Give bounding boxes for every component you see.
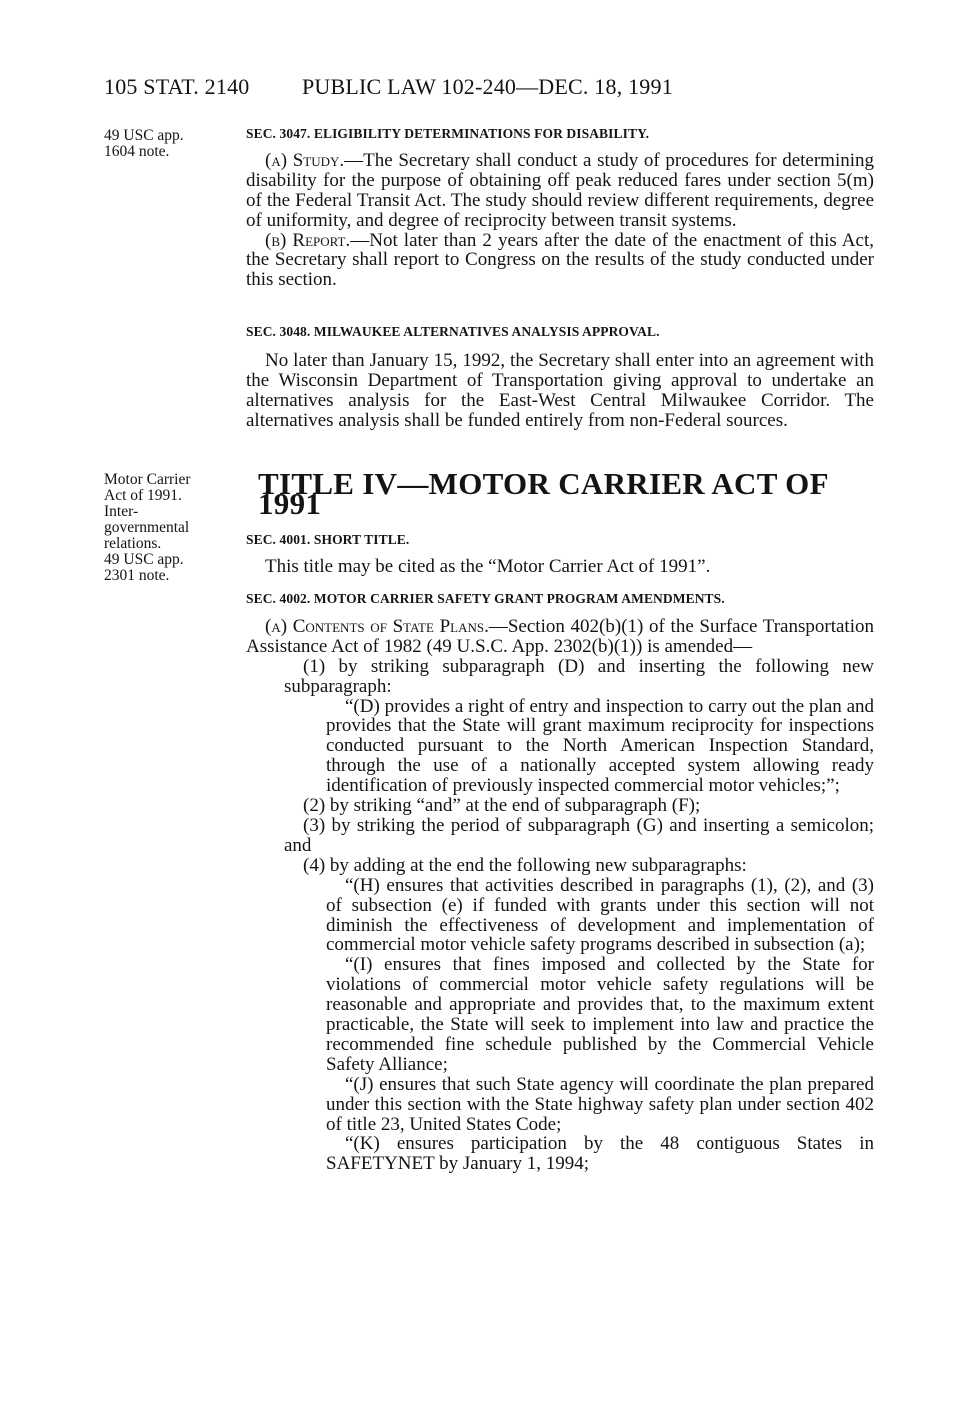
subparagraph-j: “(J) ensures that such State agency will coordinate the plan prepared under this section with the State highway safety plan under section 402 of title 23, United States Code; <box>326 1073 874 1135</box>
subsection-text: —The Secretary shall conduct a study of procedures for determining disability for the purpose of obtaining off peak reduced fares under section 5(m) of the Federal Transit Act. The study should review different requirements, degree of uniformity, and degree of reciprocity between transit systems. <box>246 149 875 231</box>
section-3047-a <box>246 151 874 231</box>
section-4002 <box>246 589 874 1174</box>
section-3047-b <box>246 231 874 291</box>
stat-page-number: 105 STAT. 2140 <box>104 74 250 99</box>
margin-note-2 <box>104 472 191 584</box>
margin-note-line: 49 USC app. <box>104 127 184 144</box>
title-iv <box>258 466 886 521</box>
margin-note-line: 1604 note. <box>104 143 170 160</box>
margin-note-line: Motor Carrier <box>104 471 191 488</box>
margin-note-1 <box>104 128 184 160</box>
section-heading: SEC. 3048. MILWAUKEE ALTERNATIVES ANALYSIS APPROVAL. <box>246 324 660 339</box>
margin-note-line: Act of 1991. <box>104 487 182 504</box>
margin-note-line: Inter- <box>104 503 139 520</box>
public-law-title: PUBLIC LAW 102-240—DEC. 18, 1991 <box>302 74 673 99</box>
subsection-text: —Section 402(b)(1) of the Surface Transportation Assistance Act of 1982 (49 U.S.C. App. 2302(b)(1)) is amended— <box>246 615 874 657</box>
subsection-label: (a) Contents of State Plans. <box>265 615 489 637</box>
section-4001-text: This title may be cited as the “Motor Carrier Act of 1991”. <box>265 555 711 577</box>
subsection-text: —Not later than 2 years after the date of the enactment of this Act, the Secretary shall report to Congress on the results of the study conducted under this section. <box>246 229 874 291</box>
subsection-label: (a) Study. <box>265 149 345 171</box>
amendment-item-2: (2) by striking “and” at the end of subparagraph (F); <box>303 795 701 817</box>
section-heading: SEC. 3047. ELIGIBILITY DETERMINATIONS FOR DISABILITY. <box>246 126 650 141</box>
subparagraph-i: “(I) ensures that fines imposed and collected by the State for violations of commercial motor vehicle safety regulations will be reasonable and appropriate and provides that, to the maximum extent practicable, the State will seek to implement into law and practice the recommended fine schedule published by the Commercial Vehicle Safety Alliance; <box>326 954 874 1075</box>
amendment-item-1: (1) by striking subparagraph (D) and inserting the following new subparagraph: <box>284 655 874 697</box>
subparagraph-k: “(K) ensures participation by the 48 contiguous States in SAFETYNET by January 1, 1994; <box>326 1133 874 1175</box>
page-header <box>104 74 904 104</box>
margin-note-line: governmental <box>104 519 190 536</box>
amendment-item-4: (4) by adding at the end the following new subparagraphs: <box>303 854 747 876</box>
title-heading: TITLE IV—MOTOR CARRIER ACT OF 1991 <box>258 466 828 521</box>
margin-note-line: 2301 note. <box>104 567 170 584</box>
margin-note-line: relations. <box>104 535 162 552</box>
section-heading: SEC. 4001. SHORT TITLE. <box>246 532 410 547</box>
subsection-label: (b) Report. <box>265 229 351 251</box>
section-4001 <box>246 530 874 577</box>
subparagraph-d: “(D) provides a right of entry and inspection to carry out the plan and provides that the State will grant maximum reciprocity for inspections conducted pursuant to the North American Inspection Standard, through the use of a nationally accepted system allowing ready identification of previously inspected commercial motor vehicles;”; <box>326 695 874 797</box>
section-3047 <box>246 124 874 290</box>
section-3048 <box>246 322 874 431</box>
section-4002-a <box>246 617 874 657</box>
subparagraph-h: “(H) ensures that activities described in paragraphs (1), (2), and (3) of subsection (e) if funded with grants under this section will not diminish the effectiveness of development and implementation of commercial motor vehicle safety programs described in subsection (a); <box>326 874 874 956</box>
section-3048-text: No later than January 15, 1992, the Secretary shall enter into an agreement with the Wisconsin Department of Transportation giving approval to undertake an alternatives analysis for the East-West Central Milwaukee Corridor. The alternatives analysis shall be funded entirely from non-Federal sources. <box>246 349 874 431</box>
amendment-item-3: (3) by striking the period of subparagraph (G) and inserting a semicolon; and <box>284 814 874 856</box>
margin-note-line: 49 USC app. <box>104 551 184 568</box>
section-heading: SEC. 4002. MOTOR CARRIER SAFETY GRANT PROGRAM AMENDMENTS. <box>246 591 725 606</box>
